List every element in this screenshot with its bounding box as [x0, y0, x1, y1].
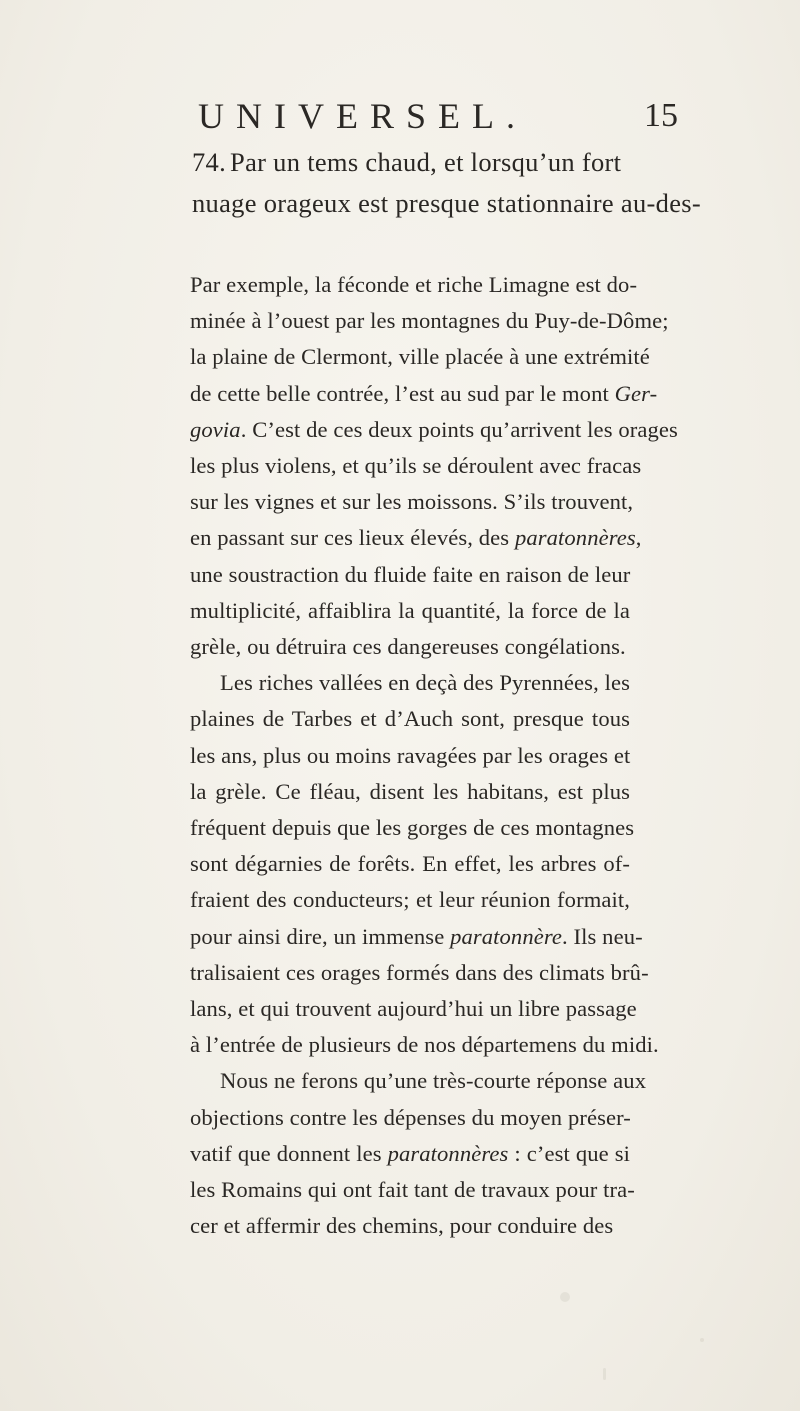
text-line — [190, 593, 630, 629]
italic-word: paratonnères — [514, 525, 636, 551]
line-text: fraient des conducteurs; et leur réunion formait, — [190, 887, 630, 913]
text-line — [190, 1027, 659, 1063]
line-text: grèle, ou détruira ces dangereuses congélations. — [190, 634, 626, 660]
line-text: pour ainsi dire, un immense — [190, 923, 451, 949]
line-text-after: : c’est que si — [508, 1140, 630, 1166]
text-line — [190, 484, 634, 520]
text-line — [190, 810, 635, 846]
text-line — [190, 665, 630, 701]
text-line — [190, 882, 630, 918]
running-title: UNIVERSEL. — [198, 96, 527, 136]
line-text: cer et affermir des chemins, pour conduire des — [190, 1213, 614, 1239]
italic-word: govia — [190, 416, 241, 442]
line-text-after: , — [635, 525, 642, 551]
line-text: une soustraction du fluide faite en raison de leur — [190, 561, 631, 587]
line-text: de cette belle contrée, l’est au sud par le mont — [190, 380, 615, 406]
text-line — [190, 738, 630, 774]
text-line — [190, 701, 630, 737]
paper-blemish — [560, 1292, 570, 1302]
line-text: minée à l’ouest par les montagnes du Puy-de-Dôme; — [190, 308, 669, 334]
text-line — [190, 919, 643, 955]
line-text: les plus violens, et qu’ils se déroulent avec fracas — [190, 453, 642, 479]
line-text: vatif que donnent les — [190, 1140, 388, 1166]
text-line — [190, 339, 650, 375]
line-text: plaines de Tarbes et d’Auch sont, presque tous — [190, 706, 630, 732]
line-text-after: . Ils neu- — [562, 923, 643, 949]
line-text: lans, et qui trouvent aujourd’hui un libre passage — [190, 996, 637, 1022]
text-line — [190, 412, 678, 448]
note-line — [192, 142, 634, 183]
note-line-text: Par un tems chaud, et lorsqu’un fort — [230, 147, 622, 177]
text-line — [190, 774, 630, 810]
paper-blemish — [700, 1338, 704, 1342]
text-line — [190, 846, 630, 882]
line-text: Par exemple, la féconde et riche Limagne est do- — [190, 272, 638, 297]
text-line — [190, 557, 630, 593]
line-text: tralisaient ces orages formés dans des climats brû- — [190, 959, 649, 985]
line-text: sur les vignes et sur les moissons. S’ils trouvent, — [190, 489, 634, 515]
paper-blemish — [603, 1368, 606, 1380]
footnote-fragment — [192, 142, 702, 224]
line-text: fréquent depuis que les gorges de ces montagnes — [190, 815, 635, 841]
line-text: les Romains qui ont fait tant de travaux pour tra- — [190, 1177, 635, 1203]
line-text: la plaine de Clermont, ville placée à une extrémité — [190, 344, 650, 370]
note-number: 74. — [192, 147, 227, 177]
page-header — [198, 94, 678, 144]
text-line — [190, 448, 642, 484]
note-line: nuage orageux est presque stationnaire au-des- — [192, 188, 702, 218]
text-line — [190, 1100, 630, 1136]
text-line — [190, 520, 642, 556]
text-line — [190, 991, 637, 1027]
line-text: Les riches vallées en deçà des Pyrennées, les — [220, 670, 630, 696]
text-line — [190, 1172, 635, 1208]
line-text: objections contre les dépenses du moyen préser- — [190, 1104, 631, 1130]
text-line — [190, 267, 638, 303]
italic-word: paratonnère — [450, 923, 563, 949]
line-text: à l’entrée de plusieurs de nos départemens du midi. — [190, 1032, 659, 1058]
text-line — [190, 629, 630, 665]
line-text: . C’est de ces deux points qu’arrivent les orages — [240, 416, 678, 442]
line-text: multiplicité, affaiblira la quantité, la force de la — [190, 597, 630, 623]
italic-word: paratonnères — [387, 1140, 509, 1166]
text-line — [190, 955, 649, 991]
line-text: sont dégarnies de forêts. En effet, les arbres of- — [190, 851, 630, 877]
text-line — [190, 376, 658, 412]
text-line — [190, 1208, 630, 1244]
body-text — [190, 267, 678, 1244]
text-line — [190, 1063, 647, 1099]
line-text: en passant sur ces lieux élevés, des — [190, 525, 515, 551]
line-text: Nous ne ferons qu’une très-courte réponse aux — [220, 1068, 647, 1094]
line-text: la grèle. Ce fléau, disent les habitans, est plus — [190, 778, 630, 804]
text-line — [190, 1136, 630, 1172]
page-number: 15 — [644, 97, 678, 134]
italic-word: Ger- — [614, 380, 658, 406]
text-line — [190, 303, 669, 339]
line-text: les ans, plus ou moins ravagées par les orages et — [190, 742, 631, 768]
